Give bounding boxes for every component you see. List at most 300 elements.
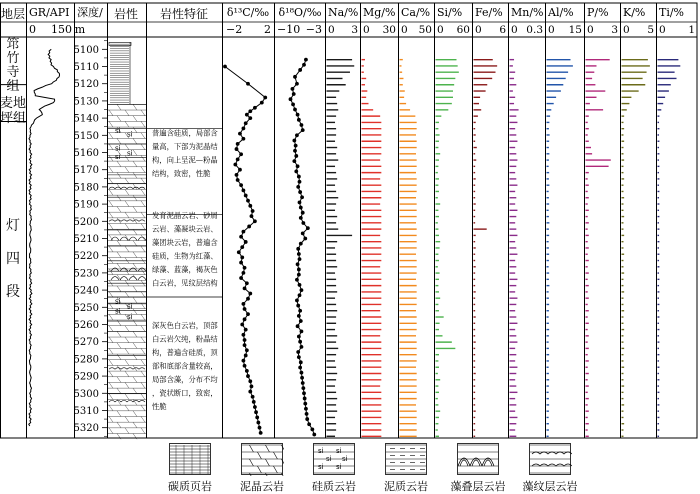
dolomite-bed-slant — [117, 138, 121, 144]
o18-point — [292, 139, 296, 143]
c13-point — [244, 240, 248, 244]
legend-label: 泥晶云岩 — [240, 480, 284, 493]
c13-point — [246, 312, 250, 316]
c13-point — [239, 276, 243, 280]
depth-label: 5230 — [73, 268, 99, 280]
o18-point — [295, 299, 299, 303]
dolomite-bed-slant — [133, 365, 137, 371]
dolomite-bed-slant — [117, 263, 121, 269]
stromatolite-mark — [111, 277, 119, 281]
c13-point — [235, 173, 239, 177]
c13-point — [244, 121, 248, 125]
dolomite-bed-slant — [109, 201, 113, 207]
algal-laminite-mark — [109, 368, 145, 370]
depth-label: 5160 — [73, 148, 99, 160]
dolomite-bed-slant — [141, 269, 145, 275]
o18-point — [296, 324, 300, 328]
dolomite-bed-slant — [133, 411, 137, 417]
legend-item-algal-laminite-dolomite — [518, 442, 582, 494]
o18-point — [297, 175, 301, 179]
lithology-description: 深灰色白云岩，顶部白云岩欠纯，粉晶结构，普遍含硅质，顶部和底部含量较高，局部含藻，分布不均，瓷状断口，致密，性脆 — [152, 320, 218, 411]
dolomite-bed-slant — [109, 382, 113, 388]
depth-label: 5120 — [73, 79, 99, 91]
dolomite-bed-slant — [125, 167, 129, 173]
c13-point — [243, 307, 247, 311]
legend-item-siliceous-dolomite — [302, 442, 366, 494]
dolomite-bed-slant — [125, 337, 129, 343]
element-min-label: 0 — [548, 24, 555, 36]
element-max-label: 5 — [647, 24, 654, 36]
o18-point — [298, 340, 302, 344]
legend-swatch-micrite-dolomite — [240, 442, 284, 476]
stromatolite-mark — [129, 277, 137, 281]
dolomite-bed-slant — [117, 354, 121, 360]
dolomite-bed-slant — [109, 133, 113, 139]
depth-label: 5320 — [73, 423, 99, 435]
legend-swatch-argillaceous-dolomite — [384, 442, 428, 476]
c13-point — [238, 168, 242, 172]
c13-point — [242, 333, 246, 337]
c13-point — [256, 421, 260, 425]
depth-label: 5200 — [73, 216, 99, 228]
dolomite-bed-slant — [125, 121, 129, 127]
dolomite-bed-slant — [109, 155, 113, 161]
c13-point — [253, 219, 257, 223]
o18-point — [298, 180, 302, 184]
depth-label: 5300 — [73, 388, 99, 400]
c13-point — [248, 379, 252, 383]
dolomite-bed-slant — [141, 121, 145, 127]
dolomite-bed-slant — [125, 326, 129, 332]
algal-laminite-mark — [109, 400, 145, 402]
dolomite-bed-slant — [141, 292, 145, 298]
siliceous-marker: si — [115, 127, 121, 136]
dolomite-bed-slant — [133, 116, 137, 122]
depth-header: 深度/ — [77, 6, 103, 19]
element-header: Ti/% — [659, 6, 685, 19]
dolomite-bed-slant — [109, 428, 113, 434]
c13-point — [248, 390, 252, 394]
dolomite-bed-slant — [117, 331, 121, 337]
c13-point — [255, 415, 259, 419]
c13-point — [254, 410, 258, 414]
formation-name-qiongzhusi: 寺 — [6, 65, 20, 80]
dolomite-bed-slant — [117, 377, 121, 383]
c13-point — [245, 369, 249, 373]
element-max-label: 3 — [611, 24, 618, 36]
o18-point — [291, 87, 295, 91]
lith-block — [109, 42, 131, 45]
o18-point — [293, 149, 297, 153]
c13-point — [243, 338, 247, 342]
c13-point — [240, 245, 244, 249]
stromatolite-mark — [138, 277, 146, 281]
o18-point — [300, 371, 304, 375]
o18-point — [296, 350, 300, 354]
gr-curve — [29, 49, 60, 426]
dolomite-bed-slant — [125, 189, 129, 195]
element-header: Al/% — [548, 6, 574, 19]
o18-point — [303, 402, 307, 406]
element-min-label: 0 — [587, 24, 594, 36]
element-max-label: 60 — [456, 24, 470, 36]
o18-point — [293, 75, 297, 79]
o18-point — [302, 63, 306, 67]
dolomite-bed-slant — [141, 189, 145, 195]
svg-text:si: si — [318, 463, 324, 471]
siliceous-marker: si — [115, 297, 121, 306]
c13-header: δ¹³C/‰ — [226, 6, 270, 19]
dolomite-bed-slant — [125, 201, 129, 207]
dolomite-bed-slant — [109, 360, 113, 366]
o18-point — [301, 231, 305, 235]
element-min-label: 0 — [401, 24, 408, 36]
dolomite-bed-slant — [133, 297, 137, 303]
dolomite-bed-slant — [141, 224, 145, 230]
dolomite-bed-slant — [141, 110, 145, 116]
svg-text:si: si — [336, 463, 342, 471]
dolomite-bed-slant — [141, 348, 145, 354]
depth-label: 5240 — [73, 285, 99, 297]
o18-point — [305, 417, 309, 421]
element-header: Fe/% — [475, 6, 503, 19]
dolomite-bed-slant — [133, 150, 137, 156]
o18-point — [296, 164, 300, 168]
svg-text:si: si — [342, 455, 348, 463]
legend-swatch-carbon-shale — [168, 442, 212, 476]
o18-point — [299, 206, 303, 210]
dolomite-bed-slant — [125, 110, 129, 116]
legend-label: 泥质云岩 — [384, 480, 428, 493]
dolomite-bed-slant — [141, 371, 145, 377]
gr-min-label: 0 — [29, 23, 36, 36]
siliceous-marker: si — [127, 149, 133, 158]
dolomite-bed-slant — [109, 144, 113, 150]
element-min-label: 0 — [659, 24, 666, 36]
o18-point — [310, 428, 314, 432]
c13-point — [235, 147, 239, 151]
c13-point — [242, 271, 246, 275]
dolomite-bed-slant — [141, 258, 145, 264]
dolomite-bed-slant — [133, 127, 137, 133]
o18-point — [301, 386, 305, 390]
dolomite-bed-slant — [109, 326, 113, 332]
c13-point — [243, 343, 247, 347]
o18-point — [300, 195, 304, 199]
dolomite-bed-slant — [141, 178, 145, 184]
siliceous-marker: si — [115, 307, 121, 316]
dolomite-bed-slant — [109, 189, 113, 195]
dolomite-bed-slant — [117, 116, 121, 122]
dolomite-bed-slant — [133, 184, 137, 190]
c13-point — [248, 116, 252, 120]
dolomite-bed-slant — [141, 144, 145, 150]
o18-point — [298, 293, 302, 297]
o18-point — [295, 278, 299, 282]
depth-label: 5140 — [73, 113, 99, 125]
o18-max-label: −3 — [305, 23, 322, 36]
dolomite-bed-slant — [141, 326, 145, 332]
siliceous-marker: si — [127, 302, 133, 311]
o18-point — [296, 113, 300, 117]
dolomite-bed-slant — [133, 343, 137, 349]
dolomite-bed-slant — [141, 167, 145, 173]
c13-point — [250, 214, 254, 218]
o18-point — [301, 128, 305, 132]
dolomite-bed-slant — [133, 104, 137, 110]
dolomite-bed-slant — [125, 394, 129, 400]
dolomite-bed-slant — [133, 377, 137, 383]
dolomite-bed-slant — [109, 292, 113, 298]
siliceous-marker: si — [127, 130, 133, 139]
element-min-label: 0 — [437, 24, 444, 36]
element-header: Na/% — [328, 6, 359, 19]
dolomite-bed-slant — [133, 252, 137, 258]
c13-point — [239, 152, 243, 156]
o18-point — [300, 329, 304, 333]
dolomite-bed-slant — [117, 411, 121, 417]
dolomite-bed-slant — [125, 246, 129, 252]
dolomite-bed-slant — [125, 224, 129, 230]
lithology-description: 发育泥晶云岩、砂屑云岩、藻凝块云岩、藻团块云岩，普遍含硅质，生物为红藻、绿藻、蓝藻，褐灰色白云岩，见纹层结构 — [152, 210, 218, 288]
depth-label: 5180 — [73, 182, 99, 194]
legend-item-stromatolite-dolomite — [446, 442, 510, 494]
c13-point — [243, 286, 247, 290]
o18-point — [293, 108, 297, 112]
o18-point — [297, 118, 301, 122]
dolomite-bed-slant — [117, 161, 121, 167]
c13-max-label: 2 — [264, 23, 271, 36]
o18-point — [294, 144, 298, 148]
depth-label: 5280 — [73, 354, 99, 366]
depth-label: 5210 — [73, 234, 99, 245]
c13-point — [246, 82, 250, 86]
c13-point — [237, 250, 241, 254]
element-min-label: 0 — [363, 24, 370, 36]
dolomite-bed-slant — [141, 212, 145, 218]
o18-point — [302, 391, 306, 395]
dolomite-bed-slant — [133, 161, 137, 167]
dolomite-bed-slant — [117, 252, 121, 258]
dolomite-bed-slant — [109, 167, 113, 173]
depth-label: 5100 — [73, 44, 99, 56]
c13-point — [242, 302, 246, 306]
formation-name-qiongzhusi: 竹 — [6, 51, 20, 66]
o18-point — [301, 381, 305, 385]
o18-point — [300, 288, 304, 292]
dolomite-bed-slant — [125, 428, 129, 434]
svg-text:si: si — [336, 447, 342, 455]
c13-point — [244, 194, 248, 198]
c13-point — [258, 426, 262, 430]
o18-point — [295, 82, 299, 86]
depth-label: 5170 — [73, 165, 99, 177]
formation-name-deng4: 四 — [6, 251, 20, 267]
c13-point — [250, 385, 254, 389]
dolomite-bed-slant — [109, 394, 113, 400]
dolomite-bed-slant — [141, 337, 145, 343]
dolomite-bed-slant — [141, 314, 145, 320]
dolomite-bed-slant — [109, 314, 113, 320]
legend-swatch-algal-laminite-dolomite — [528, 442, 572, 476]
dolomite-bed-slant — [117, 195, 121, 201]
dolomite-bed-slant — [117, 365, 121, 371]
dolomite-bed-slant — [125, 178, 129, 184]
element-header: P/% — [587, 6, 609, 19]
dolomite-bed-slant — [125, 348, 129, 354]
o18-point — [298, 68, 302, 72]
c13-point — [242, 230, 246, 234]
dolomite-bed-slant — [109, 121, 113, 127]
o18-point — [312, 433, 316, 437]
element-header: Mg/% — [363, 6, 396, 19]
o18-point — [301, 211, 305, 215]
dolomite-bed-slant — [141, 360, 145, 366]
c13-point — [242, 137, 246, 141]
dolomite-bed-slant — [117, 172, 121, 178]
depth-label: 5130 — [73, 96, 99, 108]
dolomite-bed-slant — [141, 382, 145, 388]
dolomite-bed-slant — [141, 155, 145, 161]
svg-text:si: si — [326, 455, 332, 463]
element-header: Ca/% — [401, 6, 431, 19]
dolomite-bed-slant — [133, 354, 137, 360]
c13-point — [245, 281, 249, 285]
o18-point — [298, 200, 302, 204]
depth-label: 5110 — [73, 62, 99, 74]
dolomite-bed-slant — [109, 371, 113, 377]
element-min-label: 0 — [475, 24, 482, 36]
o18-point — [307, 422, 311, 426]
legend-label: 藻叠层云岩 — [450, 480, 506, 493]
stromatolite-mark — [129, 237, 137, 241]
element-header: Si/% — [437, 6, 463, 19]
lithology-description: 普遍含硅质，局部含量高，下部为泥晶结构，向上呈泥—粉晶结构，致密，性脆 — [152, 128, 218, 178]
c13-point — [248, 292, 252, 296]
legend-label: 藻纹层云岩 — [522, 480, 578, 493]
dolomite-bed-slant — [117, 388, 121, 394]
legend-swatch-siliceous-dolomite — [312, 442, 356, 476]
dolomite-bed-slant — [109, 348, 113, 354]
o18-point — [297, 335, 301, 339]
legend-swatch-stromatolite-dolomite — [456, 442, 500, 476]
c13-point — [239, 261, 243, 265]
o18-point — [300, 345, 304, 349]
dolomite-bed-slant — [109, 405, 113, 411]
dolomite-bed-slant — [117, 286, 121, 292]
o18-point — [296, 185, 300, 189]
formation-name-deng4: 灯 — [6, 218, 20, 234]
element-min-label: 0 — [623, 24, 630, 36]
algal-laminite-mark — [109, 220, 145, 222]
o18-point — [298, 366, 302, 370]
dolomite-bed-slant — [109, 212, 113, 218]
element-max-label: 0.3 — [526, 24, 543, 36]
element-max-label: 3 — [351, 24, 358, 36]
dolomite-bed-slant — [141, 417, 145, 423]
gr-max-label: 150 — [51, 23, 72, 36]
c13-point — [253, 405, 257, 409]
depth-label: 5150 — [73, 130, 99, 142]
o18-point — [292, 159, 296, 163]
dolomite-bed-slant — [117, 422, 121, 428]
legend-item-argillaceous-dolomite — [374, 442, 438, 494]
c13-point — [243, 364, 247, 368]
formation-name-deng4: 段 — [6, 284, 20, 300]
dolomite-bed-slant — [125, 405, 129, 411]
formation-header: 地层 — [0, 7, 26, 21]
o18-point — [297, 314, 301, 318]
dolomite-bed-slant — [117, 184, 121, 190]
depth-label: 5220 — [73, 251, 99, 263]
o18-point — [297, 252, 301, 256]
legend-item-carbon-shale — [158, 442, 222, 494]
dolomite-bed-slant — [125, 371, 129, 377]
legend-item-micrite-dolomite — [230, 442, 294, 494]
chart-frame — [1, 3, 698, 438]
c13-point — [233, 163, 237, 167]
dolomite-bed-slant — [109, 178, 113, 184]
o18-point — [298, 257, 302, 261]
dolomite-bed-slant — [133, 286, 137, 292]
c13-point — [252, 400, 256, 404]
depth-label: 5190 — [73, 199, 99, 211]
o18-min-label: −10 — [277, 23, 301, 36]
c13-point — [251, 395, 255, 399]
o18-point — [305, 412, 309, 416]
c13-point — [246, 297, 250, 301]
c13-point — [239, 183, 243, 187]
dolomite-bed-slant — [125, 360, 129, 366]
o18-point — [292, 92, 296, 96]
c13-point — [223, 65, 227, 69]
legend-label: 硅质云岩 — [312, 480, 356, 493]
stromatolite-mark — [111, 237, 119, 241]
o18-point — [296, 247, 300, 251]
depth-label: 5250 — [73, 302, 99, 314]
c13-point — [259, 431, 263, 435]
o18-point — [306, 226, 310, 230]
element-min-label: 0 — [511, 24, 518, 36]
c13-point — [247, 225, 251, 229]
o18-point — [298, 190, 302, 194]
o18-point — [295, 133, 299, 137]
c13-point — [238, 132, 242, 136]
dolomite-bed-slant — [109, 258, 113, 264]
o18-point — [303, 397, 307, 401]
o18-point — [304, 58, 308, 62]
dolomite-bed-slant — [125, 417, 129, 423]
dolomite-bed-slant — [141, 428, 145, 434]
o18-point — [297, 268, 301, 272]
dolomite-bed-slant — [125, 258, 129, 264]
algal-laminite-mark — [109, 187, 145, 189]
lithology-header: 岩性 — [113, 7, 139, 21]
depth-label: 5270 — [73, 337, 99, 349]
o18-point — [297, 273, 301, 277]
dolomite-bed-slant — [109, 246, 113, 252]
dolomite-bed-slant — [109, 235, 113, 241]
dolomite-bed-slant — [133, 331, 137, 337]
c13-point — [242, 127, 246, 131]
dolomite-bed-slant — [133, 309, 137, 315]
dolomite-bed-slant — [117, 343, 121, 349]
c13-point — [246, 374, 250, 378]
c13-point — [239, 235, 243, 239]
c13-point — [236, 142, 240, 146]
c13-point — [251, 209, 255, 213]
c13-point — [253, 106, 257, 110]
